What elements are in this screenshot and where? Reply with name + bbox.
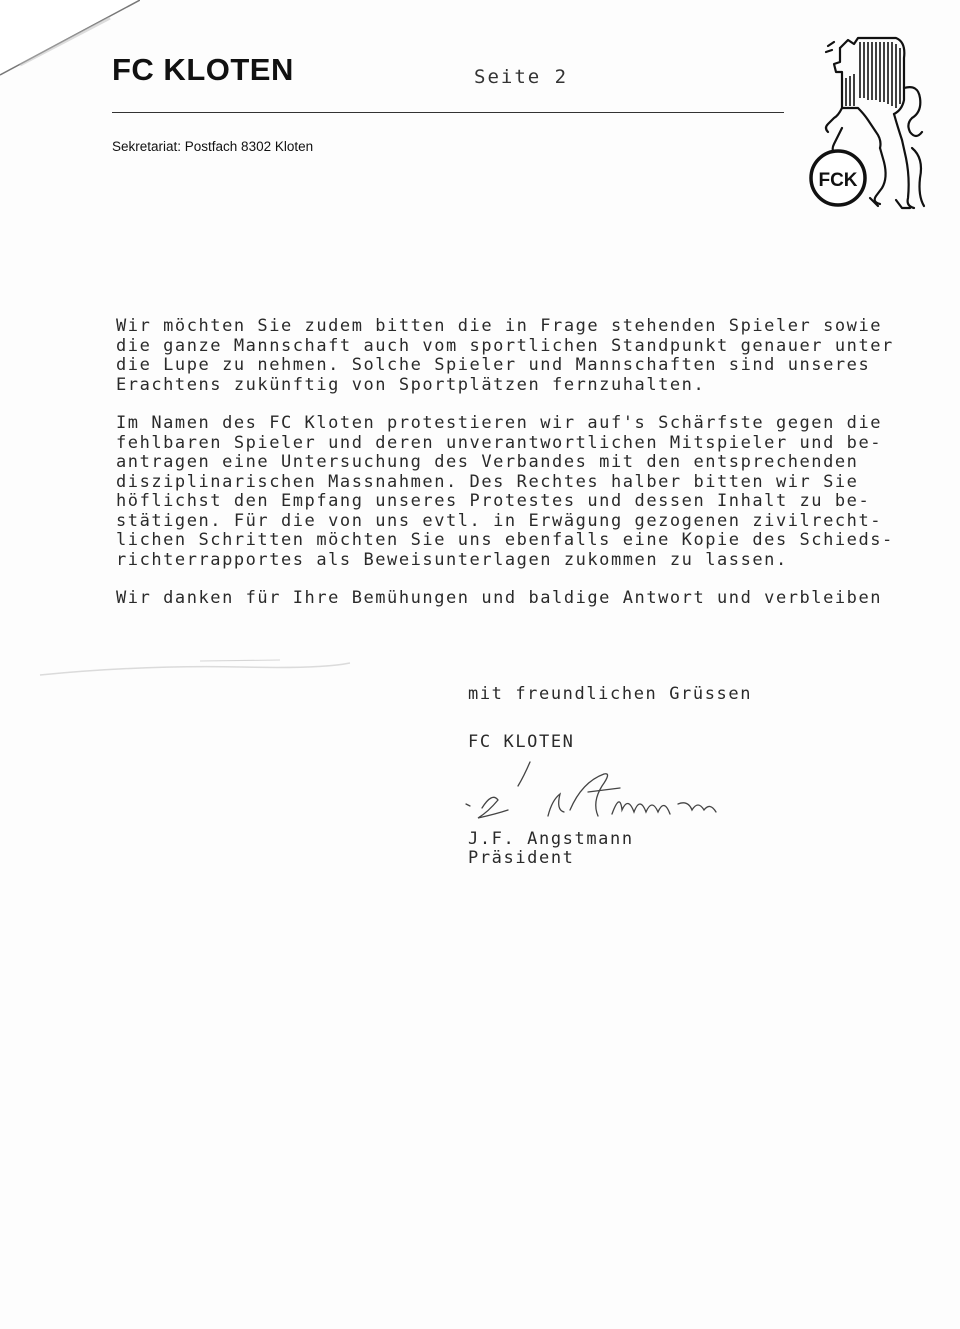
header-divider bbox=[112, 112, 784, 113]
paragraph-protest: Im Namen des FC Kloten protestieren wir auf's Schärfste gegen die fehlbaren Spieler und deren unverantwortlichen Mitspieler und be- antragen eine Untersuchung des Verbandes mit den entsprechenden disziplinarischen Massnahmen. Des Rechtes halber bitten wir Sie höflichst den Empfang unseres Protestes und dessen Inhalt zu be- stätigen. Für die von uns evtl. in Erwägung gezogenen zivilrecht- lichen Schritten möchten Sie uns ebenfalls eine Kopie des Schieds- richterrapportes als Beweisunterlagen zukommen zu lassen. bbox=[116, 413, 894, 570]
paragraph-request: Wir möchten Sie zudem bitten die in Frage stehenden Spieler sowie die ganze Mannschaft auch vom sportlichen Standpunkt genauer unter die Lupe zu nehmen. Solche Spieler und Mannschaften sind unseres Erachtens zukünftig von Sportplätzen fernzuhalten. bbox=[116, 316, 894, 395]
closing-club-name: FC KLOTEN bbox=[468, 732, 575, 752]
club-crest-logo bbox=[798, 28, 930, 214]
signer-title: Präsident bbox=[468, 848, 575, 868]
club-name-heading: FC KLOTEN bbox=[112, 52, 294, 87]
crest-initials: FCK bbox=[818, 170, 858, 191]
scan-smudge bbox=[20, 655, 460, 685]
closing-greeting: mit freundlichen Grüssen bbox=[468, 684, 753, 704]
secretariat-address: Sekretariat: Postfach 8302 Kloten bbox=[112, 139, 314, 154]
paragraph-thanks: Wir danken für Ihre Bemühungen und baldige Antwort und verbleiben bbox=[116, 588, 883, 608]
signer-name: J.F. Angstmann bbox=[468, 829, 634, 849]
page-number: Seite 2 bbox=[474, 66, 569, 88]
